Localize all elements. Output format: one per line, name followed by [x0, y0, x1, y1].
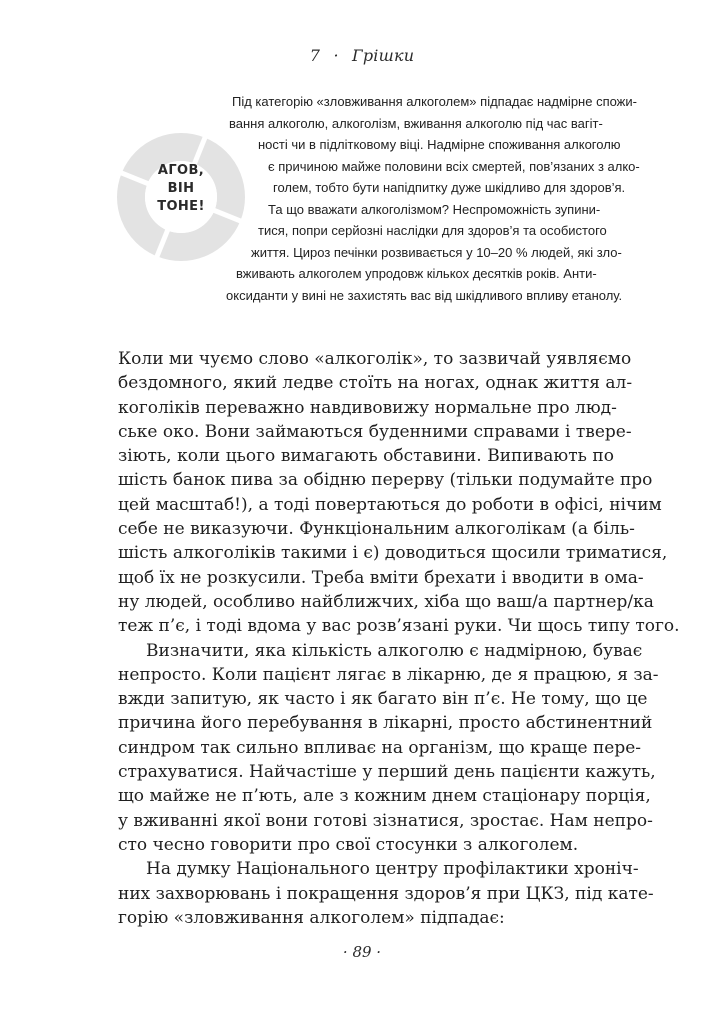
running-header	[0, 46, 724, 65]
badge-line: ВІН	[167, 181, 195, 196]
body-line: Коли ми чуємо слово «алкоголік», то зазвичай уявляємо	[118, 349, 632, 369]
body-line: ну людей, особливо найближчих, хіба що ваш/а партнер/ка	[118, 591, 654, 612]
sidebar-line: є причиною майже половини всіх смертей, пов’язаних з алко-	[268, 158, 640, 174]
sidebar-line: Під категорію «зловживання алкоголем» підпадає надмірне спожи-	[232, 94, 637, 109]
body-line: у вживанні якої вони готові зізнатися, зростає. Нам непро-	[118, 810, 653, 831]
badge-line: ТОНЕ!	[157, 199, 205, 214]
body-line: непросто. Коли пацієнт лягає в лікарню, де я працюю, я за-	[118, 664, 659, 685]
body-line: синдром так сильно впливає на організм, що краще пере-	[118, 737, 642, 758]
sidebar-line: оксиданти у вині не захистять вас від шкідливого впливу етанолу.	[226, 287, 623, 303]
body-line: теж п’є, і тоді вдома у вас розв’язані руки. Чи щось типу того.	[118, 616, 680, 637]
sidebar-line: вання алкоголю, алкоголізм, вживання алкоголю під час вагіт-	[229, 115, 603, 131]
body-line: бездомного, який ледве стоїть на ногах, однак життя ал-	[118, 373, 633, 394]
body-line: цей масштаб!), а тоді повертаються до роботи в офісі, нічим	[118, 494, 662, 515]
body-line: них захворювань і покращення здоров’я при ЦКЗ, під кате-	[118, 883, 654, 904]
sidebar-line: тися, попри серйозні наслідки для здоров’я та особистого	[258, 223, 607, 238]
body-line: причина його перебування в лікарні, просто абстинентний	[118, 713, 653, 734]
chapter-number: 7	[309, 46, 321, 65]
sidebar-line: вживають алкоголем упродовж кількох десятків років. Анти-	[236, 266, 597, 281]
sidebar-line: Та що вважати алкоголізмом? Неспроможність зупини-	[268, 201, 601, 217]
body-line: зіють, коли цього вимагають обставини. Випивають по	[118, 446, 614, 467]
body-line: коголіків переважно навдивовижу нормальне про люд-	[118, 397, 617, 418]
badge-line: АГОВ,	[157, 163, 205, 178]
body-line: шість алкоголіків такими і є) доводиться щосили триматися,	[118, 543, 668, 564]
sidebar-note	[186, 91, 656, 306]
chapter-title: Грішки	[352, 46, 415, 65]
body-line: горію «зловживання алкоголем» підпадає:	[118, 907, 505, 928]
body-line: сто чесно говорити про свої стосунки з алкоголем.	[118, 834, 579, 855]
body-line: Визначити, яка кількість алкоголю є надмірною, буває	[146, 640, 643, 661]
page-number: · 89 ·	[342, 943, 382, 961]
sidebar-line: життя. Цироз печінки розвивається у 10–20 % людей, які зло-	[251, 244, 622, 260]
header-separator: ·	[333, 46, 339, 65]
body-line: ське око. Вони займаються буденними справами і твере-	[118, 421, 632, 442]
body-line: страхуватися. Найчастіше у перший день пацієнти кажуть,	[118, 762, 656, 783]
body-line: щоб їх не розкусили. Треба вміти брехати і вводити в ома-	[118, 567, 644, 588]
body-line: що майже не п’ють, але з кожним днем стаціонару порція,	[118, 786, 651, 807]
sidebar-line: голем, тобто бути напідпитку дуже шкідливо для здоров’я.	[273, 180, 626, 195]
sidebar-line: ності чи в підлітковому віці. Надмірне споживання алкоголю	[258, 137, 621, 152]
body-line: На думку Національного центру профілактики хроніч-	[146, 859, 639, 880]
body-text	[118, 347, 680, 930]
body-line: себе не виказуючи. Функціональним алкоголікам (а біль-	[118, 519, 635, 540]
body-line: вжди запитую, як часто і як багато він п’є. Не тому, що це	[118, 689, 648, 710]
body-line: шість банок пива за обідню перерву (тільки подумайте про	[118, 470, 653, 491]
